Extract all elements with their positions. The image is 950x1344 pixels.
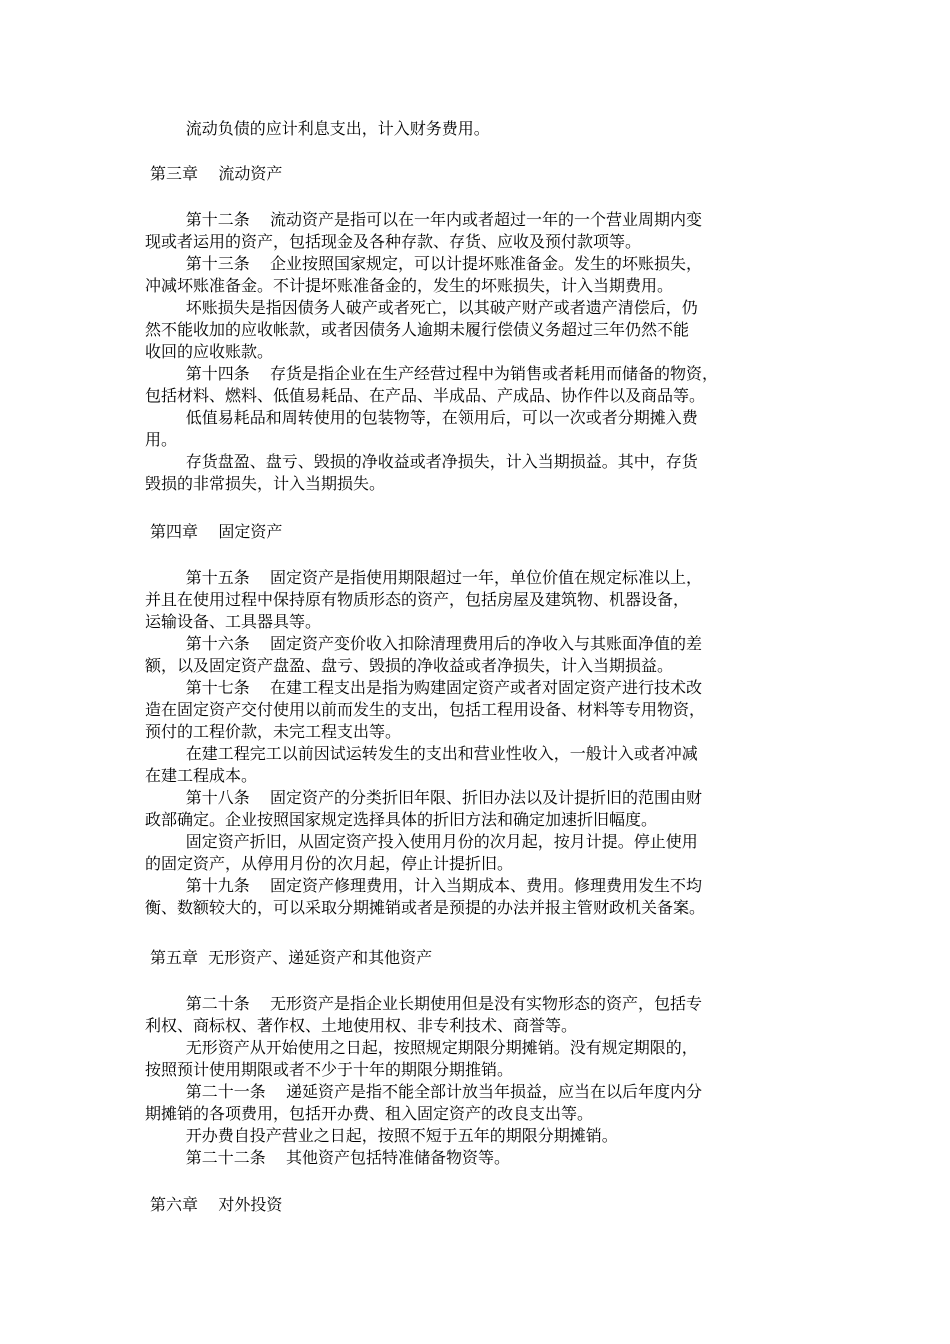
intro-paragraph: 流动负债的应计利息支出，计入财务费用。 [145, 119, 490, 138]
chapter-3-body: 第十二条 流动资产是指可以在一年内或者超过一年的一个营业周期内变 现或者运用的资产，包括现金及各种存款、存货、应收及预付款项等。 第十三条 企业按照国家规定，可以计提坏账准备金。发生的坏账损失， 冲减坏账准备金。不计提坏账准备金的，发生的坏账损失，计入当期费用。 坏账损失是指因债务人破产或者死亡，以其破产财产或者遗产清偿后，仍 然不能收加的应收帐款，或者因债务人逾期未履行偿债义务超过三年仍然不能 收回的应收账款。 第十四条 存货是指企业在生产经营过程中为销售或者耗用而储备的物资， 包括材料、燃料、低值易耗品、在产品、半成品、产成品、协作件以及商品等。 低值易耗品和周转使用的包装物等，在领用后，可以一次或者分期摊入费 用。 存货盘盈、盘亏、毁损的净收益或者净损失，计入当期损益。其中，存货 毁损的非常损失，计入当期损失。 [145, 210, 719, 493]
chapter-4-heading: 第四章 固定资产 [150, 522, 283, 541]
chapter-6-heading: 第六章 对外投资 [150, 1195, 283, 1214]
chapter-3-heading: 第三章 流动资产 [150, 164, 283, 183]
chapter-5-body: 第二十条 无形资产是指企业长期使用但是没有实物形态的资产，包括专 利权、商标权、著作权、土地使用权、非专利技术、商誉等。 无形资产从开始使用之日起，按照规定期限分期摊销。没有规定期限的， 按照预计使用期限或者不少于十年的期限分期推销。 第二十一条 递延资产是指不能全部计放当年损益，应当在以后年度内分 期摊销的各项费用，包括开办费、租入固定资产的改良支出等。 开办费自投产营业之日起，按照不短于五年的期限分期摊销。 第二十二条 其他资产包括特准储备物资等。 [145, 994, 703, 1167]
chapter-5-heading: 第五章 无形资产、递延资产和其他资产 [150, 948, 433, 967]
chapter-4-body: 第十五条 固定资产是指使用期限超过一年，单位价值在规定标准以上， 并且在使用过程中保持原有物质形态的资产，包括房屋及建筑物、机器设备， 运输设备、工具器具等。 第十六条 固定资产变价收入扣除清理费用后的净收入与其账面净值的差 额，以及固定资产盘盈、盘亏、毁损的净收益或者净损失，计入当期损益。 第十七条 在建工程支出是指为购建固定资产或者对固定资产进行技术改 造在固定资产交付使用以前而发生的支出，包括工程用设备、材料等专用物资， 预付的工程价款，未完工程支出等。 在建工程完工以前因试运转发生的支出和营业性收入，一般计入或者冲减 在建工程成本。 第十八条 固定资产的分类折旧年限、折旧办法以及计提折旧的范围由财 政部确定。企业按照国家规定选择具体的折旧方法和确定加速折旧幅度。 固定资产折旧，从固定资产投入使用月份的次月起，按月计提。停止使用 的固定资产，从停用月份的次月起，停止计提折旧。 第十九条 固定资产修理费用，计入当期成本、费用。修理费用发生不均 衡、数额较大的，可以采取分期摊销或者是预提的办法并报主管财政机关备案。 [145, 568, 706, 917]
